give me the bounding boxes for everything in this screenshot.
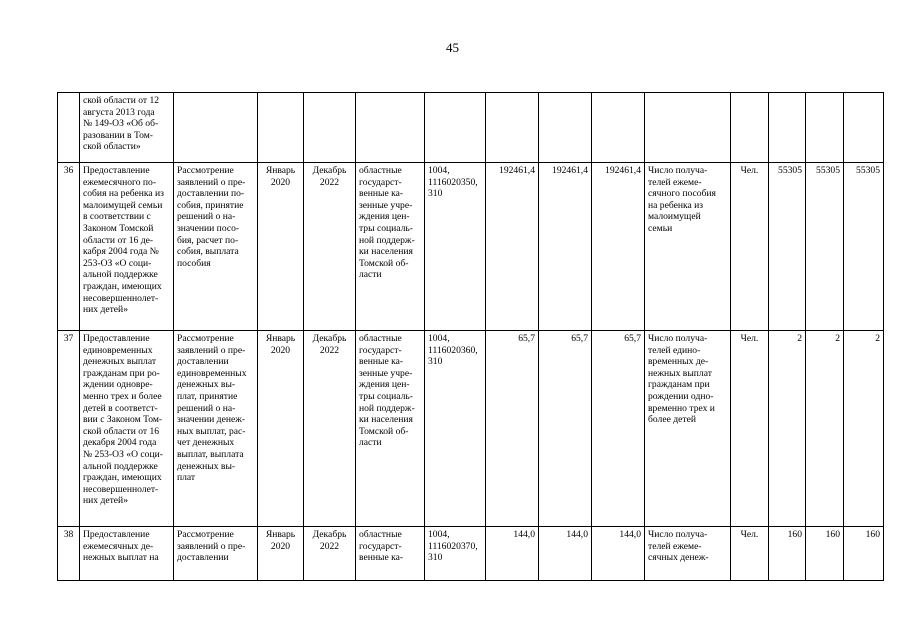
cell-name: ской области от 12 августа 2013 года № 149-ОЗ «Об об- разовании в Том- ской области» bbox=[80, 93, 174, 163]
cell-start: Январь 2020 bbox=[258, 527, 304, 581]
cell-indicator-3: 55305 bbox=[844, 163, 884, 331]
cell-executor: областные государст- венные ка- зенные учре- ждения цен- тры социаль- ной поддерж- ки населения Томской об- ласти bbox=[356, 163, 425, 331]
cell-end: Декабрь 2022 bbox=[304, 527, 356, 581]
cell-num bbox=[58, 93, 80, 163]
program-table bbox=[57, 92, 884, 581]
cell-executor: областные государст- венные ка- зенные учре- ждения цен- тры социаль- ной поддерж- ки населения Томской об- ласти bbox=[356, 331, 425, 527]
cell-value-1: 192461,4 bbox=[486, 163, 539, 331]
cell-content: Рассмотрение заявлений о пре- доставлении по- собия, принятие решений о на- значении посо- бия, расчет по- собия, выплата пособия bbox=[174, 163, 258, 331]
cell-empty bbox=[731, 93, 769, 163]
cell-code: 1004, 1116020360, 310 bbox=[425, 331, 486, 527]
cell-executor: областные государст- венные ка- bbox=[356, 527, 425, 581]
cell-start: Январь 2020 bbox=[258, 163, 304, 331]
cell-num: 36 bbox=[58, 163, 80, 331]
cell-unit: Чел. bbox=[731, 163, 769, 331]
cell-name: Предоставление единовременных денежных выплат гражданам при ро- ждении одновре- менно трех и более детей в соответст- вии с Законом Том- ской области от 16 декабря 2004 года № 253-ОЗ «О соци- альной поддержке граждан, имеющих несовершеннолет- них детей» bbox=[80, 331, 174, 527]
cell-empty bbox=[539, 93, 592, 163]
cell-empty bbox=[806, 93, 844, 163]
cell-code: 1004, 1116020370, 310 bbox=[425, 527, 486, 581]
cell-content: Рассмотрение заявлений о пре- доставлении единовременных денежных вы- плат, принятие решений о на- значении денеж- ных выплат, рас- чет денежных выплат, выплата денежных вы- плат bbox=[174, 331, 258, 527]
cell-empty bbox=[769, 93, 806, 163]
cell-code: 1004, 1116020350, 310 bbox=[425, 163, 486, 331]
cell-indicator-2: 2 bbox=[806, 331, 844, 527]
cell-content: Рассмотрение заявлений о пре- доставлении bbox=[174, 527, 258, 581]
table-row-38 bbox=[58, 527, 884, 581]
cell-empty bbox=[844, 93, 884, 163]
cell-indicator-3: 160 bbox=[844, 527, 884, 581]
cell-value-1: 144,0 bbox=[486, 527, 539, 581]
cell-value-3: 144,0 bbox=[592, 527, 645, 581]
cell-empty bbox=[174, 93, 258, 163]
cell-value-2: 65,7 bbox=[539, 331, 592, 527]
cell-empty bbox=[425, 93, 486, 163]
cell-empty bbox=[304, 93, 356, 163]
cell-name: Предоставление ежемесячных де- нежных выплат на bbox=[80, 527, 174, 581]
cell-value-1: 65,7 bbox=[486, 331, 539, 527]
cell-value-3: 192461,4 bbox=[592, 163, 645, 331]
cell-empty bbox=[486, 93, 539, 163]
cell-value-2: 192461,4 bbox=[539, 163, 592, 331]
cell-indicator-2: 55305 bbox=[806, 163, 844, 331]
cell-indicator-3: 2 bbox=[844, 331, 884, 527]
cell-indicator: Число получа- телей ежеме- сячных денеж- bbox=[645, 527, 731, 581]
cell-num: 38 bbox=[58, 527, 80, 581]
cell-empty bbox=[258, 93, 304, 163]
cell-end: Декабрь 2022 bbox=[304, 163, 356, 331]
cell-name: Предоставление ежемесячного по- собия на ребенка из малоимущей семьи в соответствии с Законом Томской области от 16 де- кабря 2004 года № 253-ОЗ «О соци- альной поддержке граждан, имеющих несовершеннолет- них детей» bbox=[80, 163, 174, 331]
page-number: 45 bbox=[446, 40, 459, 55]
cell-indicator-1: 160 bbox=[769, 527, 806, 581]
cell-start: Январь 2020 bbox=[258, 331, 304, 527]
cell-empty bbox=[645, 93, 731, 163]
cell-indicator-2: 160 bbox=[806, 527, 844, 581]
cell-unit: Чел. bbox=[731, 527, 769, 581]
cell-num: 37 bbox=[58, 331, 80, 527]
cell-value-2: 144,0 bbox=[539, 527, 592, 581]
table-row-37 bbox=[58, 331, 884, 527]
cell-indicator-1: 55305 bbox=[769, 163, 806, 331]
cell-indicator-1: 2 bbox=[769, 331, 806, 527]
table-row-continuation bbox=[58, 93, 884, 163]
cell-empty bbox=[592, 93, 645, 163]
cell-indicator: Число получа- телей ежеме- сячного пособия на ребенка из малоимущей семьи bbox=[645, 163, 731, 331]
cell-empty bbox=[356, 93, 425, 163]
cell-unit: Чел. bbox=[731, 331, 769, 527]
cell-indicator: Число получа- телей едино- временных де- нежных выплат гражданам при рождении одно- временно трех и более детей bbox=[645, 331, 731, 527]
cell-end: Декабрь 2022 bbox=[304, 331, 356, 527]
table-row-36 bbox=[58, 163, 884, 331]
cell-value-3: 65,7 bbox=[592, 331, 645, 527]
